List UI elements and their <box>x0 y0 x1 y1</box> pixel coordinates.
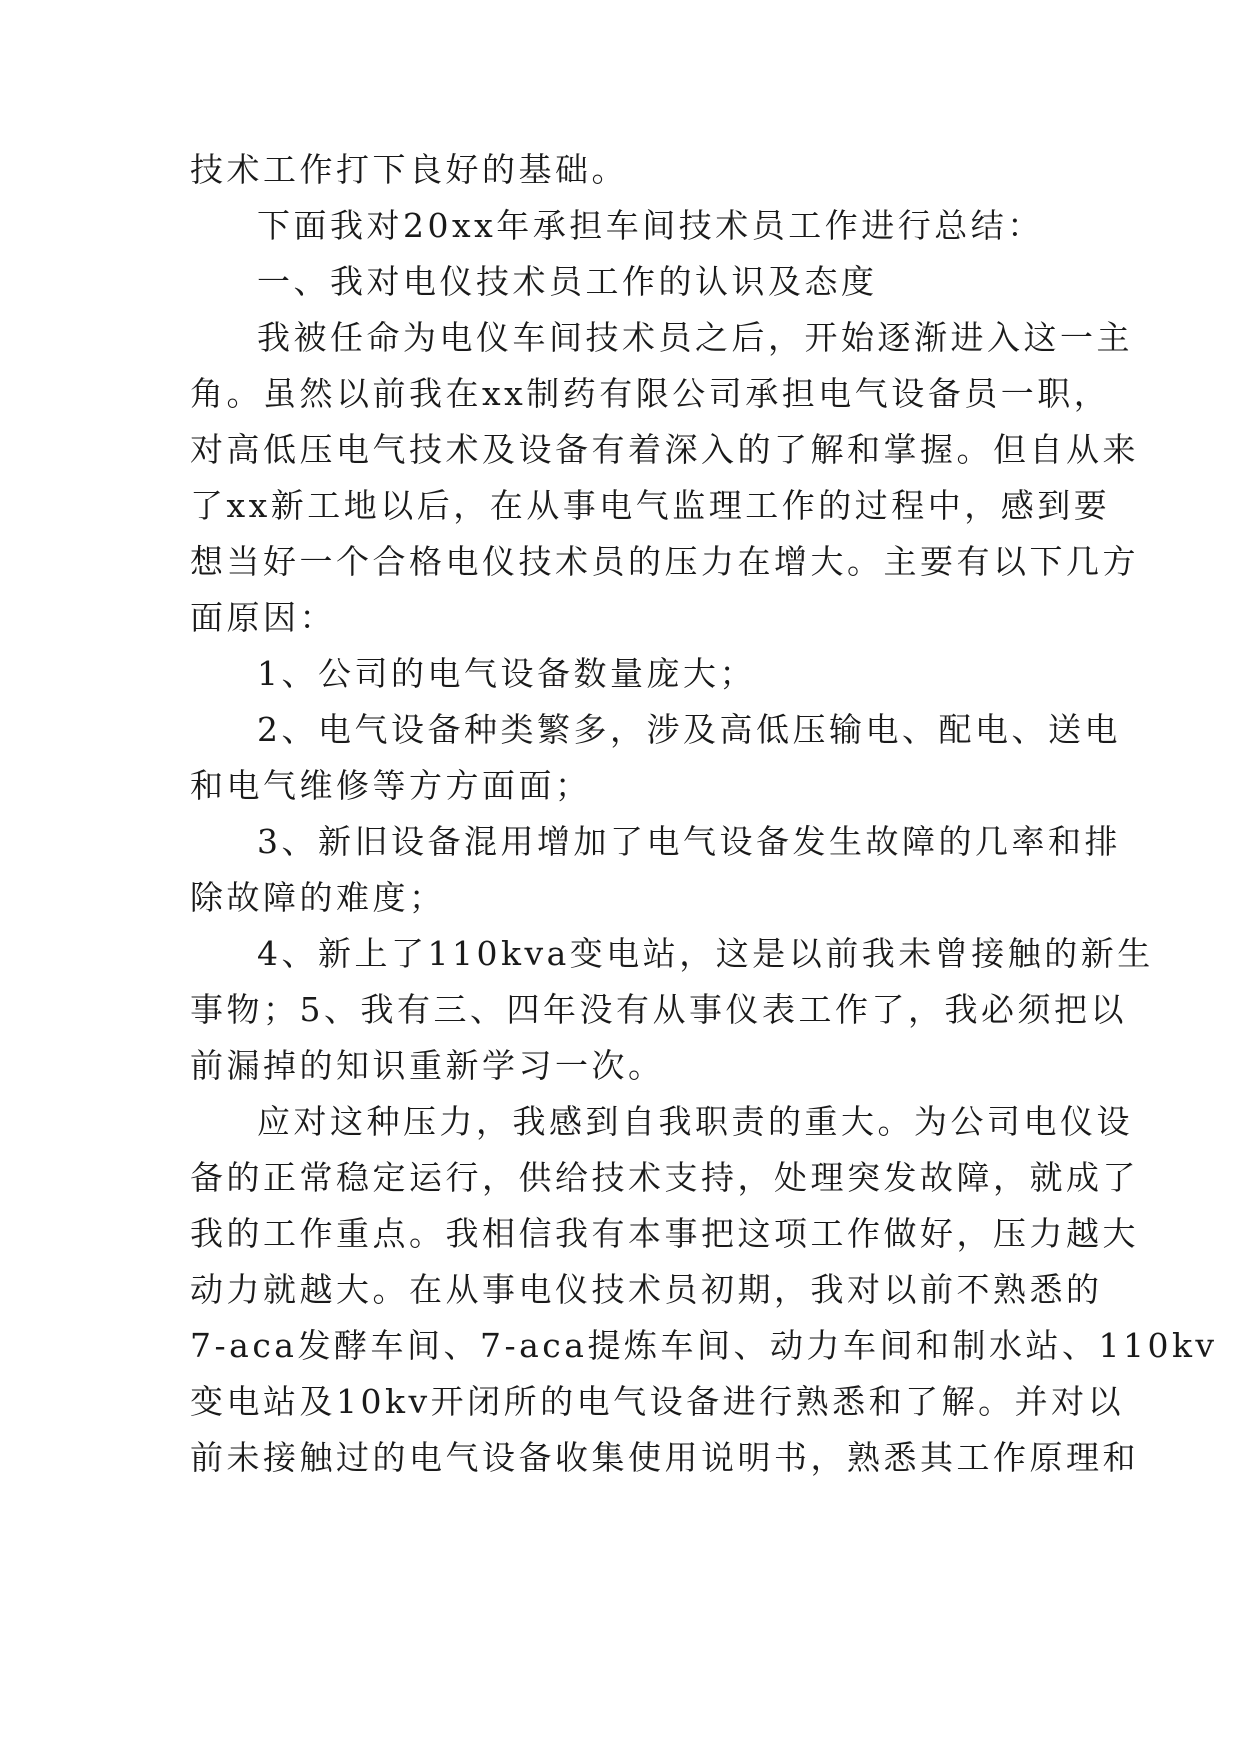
text-line-6: 对高低压电气技术及设备有着深入的了解和掌握。但自从来 <box>190 430 1139 469</box>
list-item-2: 2、电气设备种类繁多，涉及高低压输电、配电、送电 <box>257 710 1121 749</box>
text-line-24: 前未接触过的电气设备收集使用说明书，熟悉其工作原理和 <box>190 1438 1139 1477</box>
text-line-1: 技术工作打下良好的基础。 <box>190 150 628 189</box>
text-line-2: 下面我对20xx年承担车间技术员工作进行总结： <box>257 206 1044 245</box>
text-line-4: 我被任命为电仪车间技术员之后，开始逐渐进入这一主 <box>257 318 1133 357</box>
text-line-19: 备的正常稳定运行，供给技术支持，处理突发故障，就成了 <box>190 1158 1139 1197</box>
text-line-20: 我的工作重点。我相信我有本事把这项工作做好，压力越大 <box>190 1214 1139 1253</box>
text-line-5: 角。虽然以前我在xx制药有限公司承担电气设备员一职， <box>190 374 1111 413</box>
text-line-9: 面原因： <box>190 598 336 637</box>
list-item-4: 4、新上了110kva变电站，这是以前我未曾接触的新生 <box>257 934 1154 973</box>
list-item-3: 3、新旧设备混用增加了电气设备发生故障的几率和排 <box>257 822 1121 861</box>
list-item-3-cont: 除故障的难度； <box>190 878 446 917</box>
list-item-2-cont: 和电气维修等方方面面； <box>190 766 592 805</box>
list-item-4-cont: 事物；5、我有三、四年没有从事仪表工作了，我必须把以 <box>190 990 1127 1029</box>
text-line-21: 动力就越大。在从事电仪技术员初期，我对以前不熟悉的 <box>190 1270 1103 1309</box>
text-line-7: 了xx新工地以后，在从事电气监理工作的过程中，感到要 <box>190 486 1111 525</box>
text-line-22: 7-aca发酵车间、7-aca提炼车间、动力车间和制水站、110kv <box>190 1326 1218 1365</box>
text-line-18: 应对这种压力，我感到自我职责的重大。为公司电仪设 <box>257 1102 1133 1141</box>
section-heading: 一、我对电仪技术员工作的认识及态度 <box>257 262 878 301</box>
list-item-5-cont: 前漏掉的知识重新学习一次。 <box>190 1046 665 1085</box>
list-item-1: 1、公司的电气设备数量庞大； <box>257 654 756 693</box>
text-line-8: 想当好一个合格电仪技术员的压力在增大。主要有以下几方 <box>190 542 1139 581</box>
text-line-23: 变电站及10kv开闭所的电气设备进行熟悉和了解。并对以 <box>190 1382 1125 1421</box>
